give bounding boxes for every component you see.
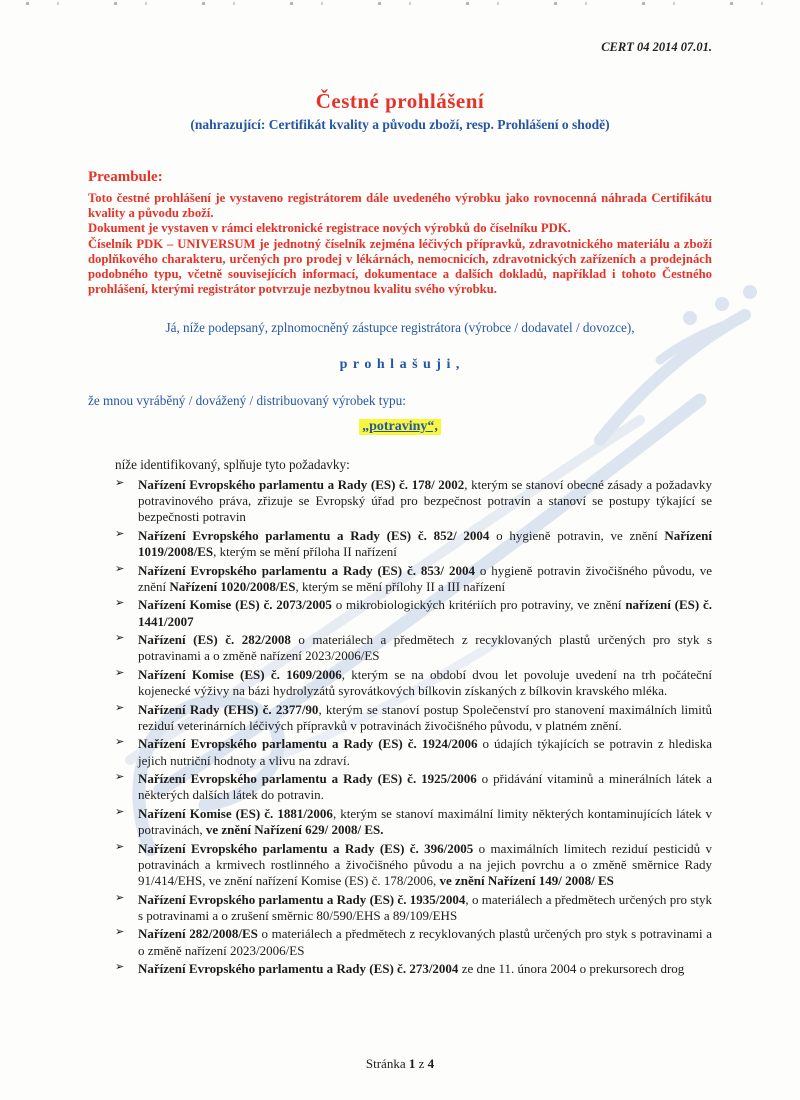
preamble-heading: Preambule:: [88, 169, 163, 185]
page-footer: [0, 1056, 800, 1072]
preamble-paragraph: Toto čestné prohlášení je vystaveno registrátorem dále uvedeného výrobku jako rovnocenná náhrada Certifikátu kvality a původu zboží.: [88, 191, 712, 221]
arrow-bullet-icon: ➢: [115, 926, 125, 939]
footer-page-separator: z: [415, 1056, 428, 1071]
product-type-highlighted: „potraviny“,: [359, 419, 441, 435]
arrow-bullet-icon: ➢: [115, 805, 125, 818]
arrow-bullet-icon: ➢: [115, 597, 125, 610]
requirement-item: ➢ Nařízení Rady (EHS) č. 2377/90, kterým se stanoví postup Společenství pro stanovení maximálních limitů reziduí veterinárních léčivých přípravků v potravinách živočišného původu, v platném znění.: [115, 701, 713, 733]
arrow-bullet-icon: ➢: [115, 771, 125, 784]
requirement-item: ➢ Nařízení Komise (ES) č. 2073/2005 o mikrobiologických kritériích pro potraviny, ve znění nařízení (ES) č. 1441/2007: [115, 597, 712, 629]
footer-page-prefix: Stránka: [365, 1056, 409, 1071]
requirement-item: ➢ Nařízení Komise (ES) č. 1609/2006, kterým se na období dvou let povoluje uvedení na trh počáteční kojenecké výživy na bázi hydrolyzátů syrovátkových bílkovin získaných z bílkovin kravského mléka.: [115, 666, 712, 699]
arrow-bullet-icon: ➢: [115, 736, 125, 749]
footer-page-number: 1: [408, 1056, 416, 1071]
requirement-item: ➢ Nařízení Evropského parlamentu a Rady (ES) č. 852/ 2004 o hygieně potravin, ve znění Nařízení 1019/2008/ES, kterým se mění příloha II nařízení: [115, 527, 712, 560]
arrow-bullet-icon: ➢: [115, 891, 125, 904]
arrow-bullet-icon: ➢: [115, 701, 125, 714]
arrow-bullet-icon: ➢: [115, 476, 125, 489]
requirement-item: ➢ Nařízení Komise (ES) č. 1881/2006, kterým se stanoví maximální limity některých kontaminujících látek v potravinách, ve znění Nařízení 629/ 2008/ ES.: [115, 805, 713, 838]
requirement-item: ➢ Nařízení (ES) č. 282/2008 o materiálech a předmětech z recyklovaných plastů určených pro styk s potravinami a o změně nařízení 2023/2006/ES: [115, 632, 713, 664]
product-type-wrapper: [88, 417, 712, 435]
arrow-bullet-icon: ➢: [115, 527, 125, 540]
arrow-bullet-icon: ➢: [115, 632, 125, 645]
requirement-item: ➢ Nařízení 282/2008/ES o materiálech a předmětech z recyklovaných plastů určených pro styk s potravinami a o změně nařízení 2023/2006/ES: [115, 926, 712, 958]
arrow-bullet-icon: ➢: [115, 666, 125, 679]
preamble-paragraph: Dokument je vystaven v rámci elektronické registrace nových výrobků do číselníku PDK.: [88, 221, 571, 236]
product-type-line: že mnou vyráběný / dovážený / distribuovaný výrobek typu:: [88, 392, 406, 408]
arrow-bullet-icon: ➢: [115, 840, 125, 853]
document-subtitle: (nahrazující: Certifikát kvality a původu zboží, resp. Prohlášení o shodě): [190, 117, 610, 132]
requirement-item: ➢ Nařízení Evropského parlamentu a Rady (ES) č. 178/ 2002, kterým se stanoví obecné zásady a požadavky potravinového práva, zřizuje se Evropský úřad pro bezpečnost potravin a stanoví se postupy týkající se bezpečnosti potravin: [115, 476, 713, 525]
requirement-item: ➢ Nařízení Evropského parlamentu a Rady (ES) č. 396/2005 o maximálních limitech reziduí pesticidů v potravinách a krmivech rostlinného a živočišného původu a na jejich povrchu a o změně směrnice Rady 91/414/EHS, ve znění nařízení Komise (ES) č. 178/2006, ve znění Nařízení 149/ 2008/ ES: [115, 840, 712, 889]
arrow-bullet-icon: ➢: [115, 562, 125, 575]
requirements-intro: níže identifikovaný, splňuje tyto požadavky:: [115, 456, 350, 472]
requirement-item: ➢ Nařízení Evropského parlamentu a Rady (ES) č. 273/2004 ze dne 11. února 2004 o prekursorech drog: [115, 961, 685, 977]
document-reference: CERT 04 2014 07.01.: [601, 40, 712, 54]
requirement-item: ➢ Nařízení Evropského parlamentu a Rady (ES) č. 853/ 2004 o hygieně potravin živočišného původu, ve znění Nařízení 1020/2008/ES, kterým se mění přílohy II a III nařízení: [115, 562, 713, 594]
requirements-list: [115, 477, 712, 978]
footer-total-pages: 4: [427, 1056, 435, 1071]
requirement-item: ➢ Nařízení Evropského parlamentu a Rady (ES) č. 1925/2006 o přidávání vitaminů a minerálních látek a některých dalších látek do potravin.: [115, 771, 713, 803]
requirement-item: ➢ Nařízení Evropského parlamentu a Rady (ES) č. 1924/2006 o údajích týkajících se potravin z hlediska jejich nutriční hodnoty a vlivu na zdraví.: [115, 736, 713, 768]
page-title: Čestné prohlášení: [315, 89, 485, 113]
arrow-bullet-icon: ➢: [115, 961, 125, 974]
scanner-artifact-marks: [0, 2, 800, 5]
declaration-verb: p r o h l a š u j i ,: [339, 356, 461, 372]
requirement-item: ➢ Nařízení Evropského parlamentu a Rady (ES) č. 1935/2004, o materiálech a předmětech určených pro styk s potravinami a o zrušení směrnic 80/590/EHS a 89/109/EHS: [115, 891, 713, 924]
declaration-intro: Já, níže podepsaný, zplnomocněný zástupce registrátora (výrobce / dodavatel / dovozce),: [165, 319, 635, 335]
preamble-paragraph: Číselník PDK – UNIVERSUM je jednotný číselník zejména léčivých přípravků, zdravotnického materiálu a zboží doplňkového charakteru, určených pro prodej v lékárnách, nemocnicích, zdravotnických zařízeních a prodejnách podobného typu, včetně souvisejících informací, dokumentace a dalších dokladů, například i tohoto Čestného prohlášení, kterými registrátor potvrzuje nezbytnou kvalitu svého výrobku.: [88, 236, 712, 297]
